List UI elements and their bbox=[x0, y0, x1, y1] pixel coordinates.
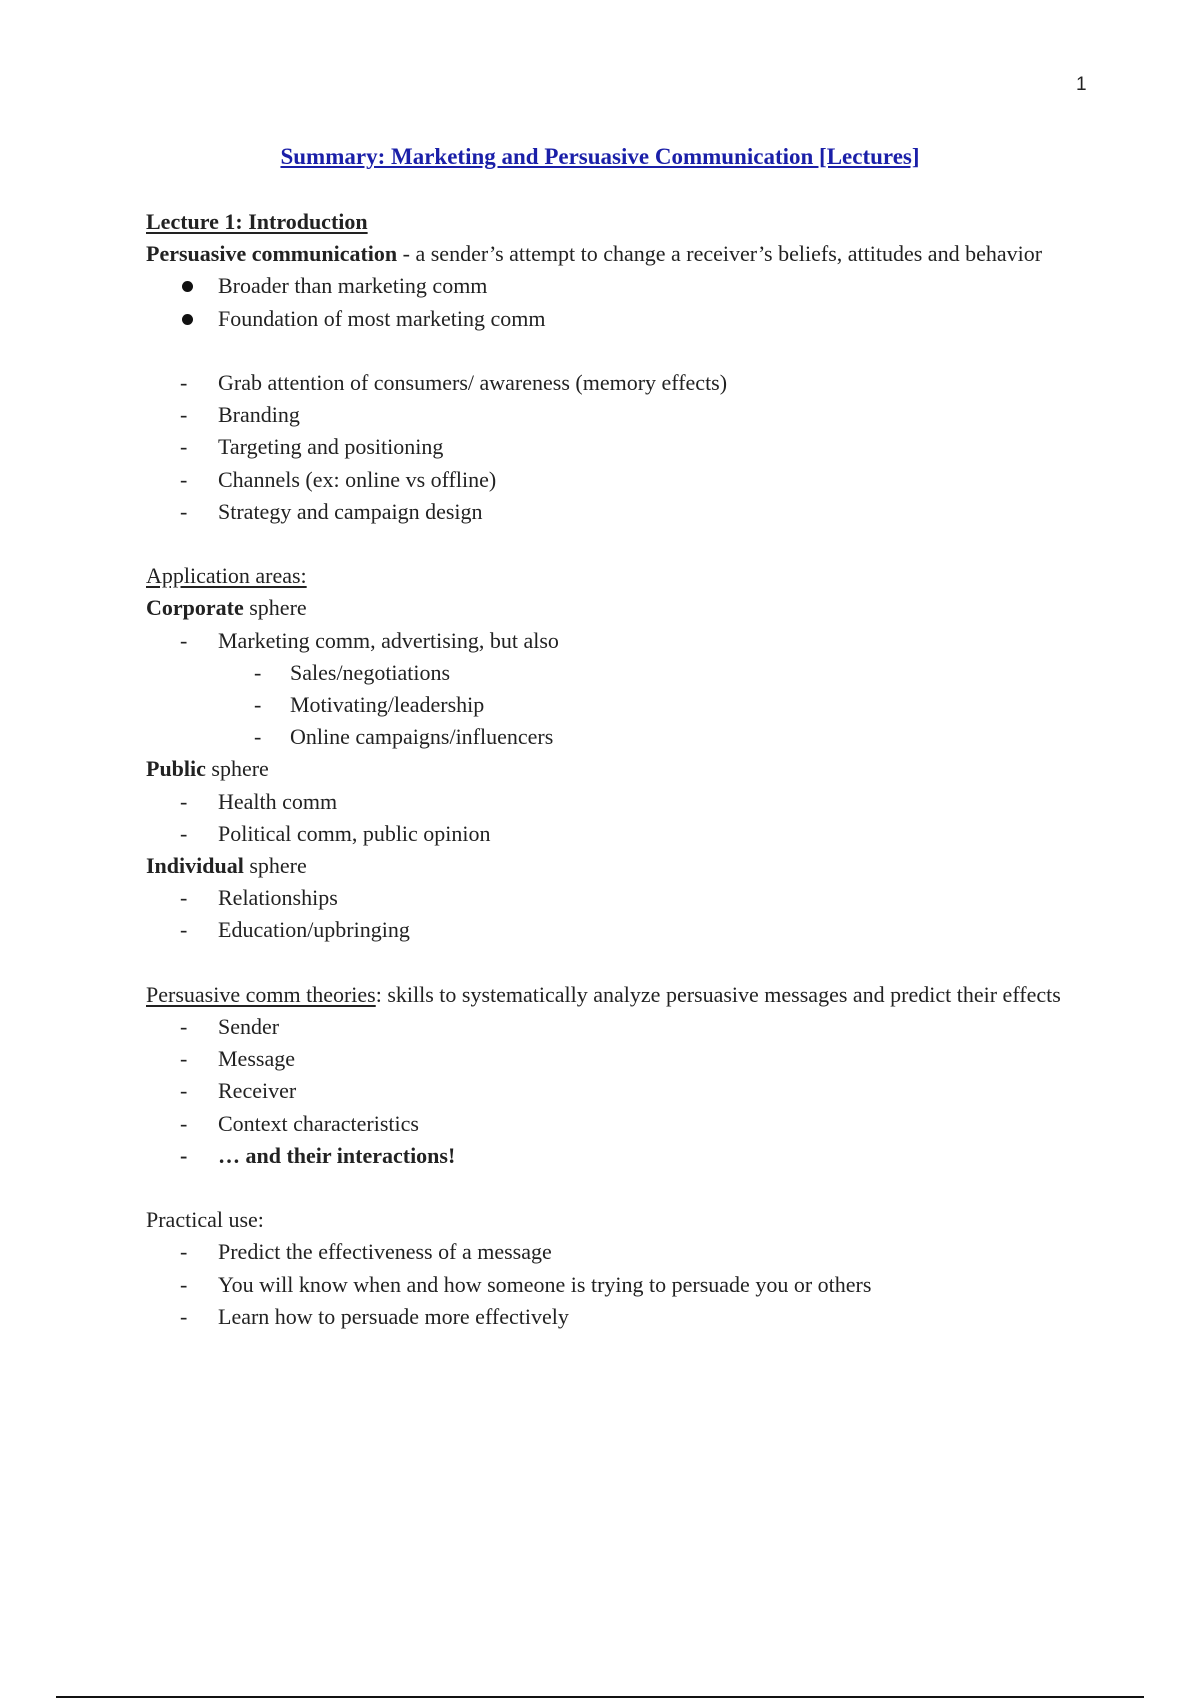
bullet-icon bbox=[182, 281, 193, 292]
dash-text: Context characteristics bbox=[218, 1110, 419, 1136]
dash-item bbox=[146, 914, 1106, 946]
document-body bbox=[146, 206, 1106, 1333]
dash-item bbox=[146, 1269, 1106, 1301]
theories-text: : skills to systematically analyze persuasive messages and predict their effects bbox=[375, 981, 1061, 1007]
dash-text: Grab attention of consumers/ awareness (memory effects) bbox=[218, 370, 728, 395]
dash-marker: - bbox=[180, 1046, 188, 1072]
dash-text: Political comm, public opinion bbox=[218, 820, 491, 846]
dash-text: Strategy and campaign design bbox=[218, 498, 483, 524]
dash-text: Relationships bbox=[218, 885, 338, 911]
application-areas-heading: Application areas: bbox=[146, 563, 307, 589]
dash-item bbox=[146, 786, 1106, 818]
sub-dash-item bbox=[146, 721, 1106, 753]
dash-text: Message bbox=[218, 1046, 295, 1072]
dash-marker: - bbox=[254, 659, 262, 685]
dash-marker: - bbox=[180, 1303, 188, 1329]
dash-item bbox=[146, 1108, 1106, 1140]
dash-text: Predict the effectiveness of a message bbox=[218, 1239, 552, 1265]
definition-term: Persuasive communication bbox=[146, 241, 398, 267]
dash-marker: - bbox=[180, 917, 188, 943]
dash-text: You will know when and how someone is trying to persuade you or others bbox=[218, 1271, 872, 1297]
theories-label: Persuasive comm theories bbox=[146, 981, 376, 1007]
page-number: 1 bbox=[1076, 74, 1087, 95]
dash-marker: - bbox=[254, 724, 262, 750]
dash-text: Online campaigns/influencers bbox=[290, 724, 554, 750]
spacer bbox=[146, 528, 1106, 560]
dash-item bbox=[146, 464, 1106, 496]
dash-text: Motivating/leadership bbox=[290, 692, 485, 718]
public-sphere bbox=[146, 753, 1106, 785]
spacer bbox=[146, 335, 1106, 367]
sub-dash-item bbox=[146, 689, 1106, 721]
bullet-text: Foundation of most marketing comm bbox=[218, 305, 546, 331]
dash-text: Health comm bbox=[218, 788, 338, 814]
dash-marker: - bbox=[180, 820, 188, 846]
definition-paragraph bbox=[146, 238, 1106, 270]
corporate-sphere bbox=[146, 592, 1106, 624]
definition-text: - a sender’s attempt to change a receiver’s beliefs, attitudes and behavior bbox=[397, 241, 1043, 267]
public-term: Public bbox=[146, 756, 206, 782]
dash-text: Receiver bbox=[218, 1078, 297, 1104]
corporate-rest: sphere bbox=[243, 595, 307, 621]
dash-item bbox=[146, 818, 1106, 850]
dash-marker: - bbox=[180, 1110, 188, 1136]
dash-marker: - bbox=[180, 370, 188, 395]
dash-item bbox=[146, 625, 1106, 657]
bullet-item bbox=[146, 303, 1106, 335]
dash-text: … and their interactions! bbox=[218, 1142, 456, 1168]
dash-item bbox=[146, 882, 1106, 914]
theories-paragraph bbox=[146, 979, 1106, 1011]
spacer bbox=[146, 1172, 1106, 1204]
document-title[interactable]: Summary: Marketing and Persuasive Communication [Lectures] bbox=[280, 144, 920, 169]
public-rest: sphere bbox=[205, 756, 269, 782]
dash-marker: - bbox=[180, 788, 188, 814]
dash-marker: - bbox=[254, 692, 262, 718]
dash-item bbox=[146, 1011, 1106, 1043]
corporate-term: Corporate bbox=[146, 595, 244, 621]
practical-use-heading: Practical use: bbox=[146, 1207, 264, 1233]
lecture-heading: Lecture 1: Introduction bbox=[146, 209, 368, 234]
dash-marker: - bbox=[180, 1271, 188, 1297]
dash-item bbox=[146, 367, 1106, 399]
dash-marker: - bbox=[180, 627, 188, 653]
dash-text: Sales/negotiations bbox=[290, 659, 451, 685]
dash-marker: - bbox=[180, 466, 188, 492]
dash-marker: - bbox=[180, 1142, 188, 1168]
bullet-text: Broader than marketing comm bbox=[218, 273, 488, 299]
dash-marker: - bbox=[180, 1014, 188, 1040]
dash-text: Marketing comm, advertising, but also bbox=[218, 627, 559, 653]
dash-item bbox=[146, 399, 1106, 431]
dash-text: Channels (ex: online vs offline) bbox=[218, 466, 497, 492]
dash-marker: - bbox=[180, 1239, 188, 1265]
individual-term: Individual bbox=[146, 853, 244, 879]
bullet-icon bbox=[182, 314, 193, 325]
dash-text: Learn how to persuade more effectively bbox=[218, 1303, 569, 1329]
dash-item bbox=[146, 496, 1106, 528]
dash-marker: - bbox=[180, 498, 188, 524]
dash-item bbox=[146, 431, 1106, 463]
dash-text: Branding bbox=[218, 402, 300, 428]
dash-item bbox=[146, 1043, 1106, 1075]
bullet-item bbox=[146, 270, 1106, 302]
dash-item bbox=[146, 1236, 1106, 1268]
dash-text: Sender bbox=[218, 1014, 280, 1040]
dash-marker: - bbox=[180, 434, 188, 460]
spacer bbox=[146, 947, 1106, 979]
dash-text: Targeting and positioning bbox=[218, 434, 444, 460]
dash-marker: - bbox=[180, 885, 188, 911]
individual-rest: sphere bbox=[243, 853, 307, 879]
dash-item-emphasis bbox=[146, 1140, 1106, 1172]
dash-text: Education/upbringing bbox=[218, 917, 410, 943]
dash-item bbox=[146, 1301, 1106, 1333]
individual-sphere bbox=[146, 850, 1106, 882]
dash-marker: - bbox=[180, 1078, 188, 1104]
sub-dash-item bbox=[146, 657, 1106, 689]
dash-marker: - bbox=[180, 402, 188, 428]
footer-rule bbox=[56, 1696, 1144, 1698]
dash-item bbox=[146, 1075, 1106, 1107]
